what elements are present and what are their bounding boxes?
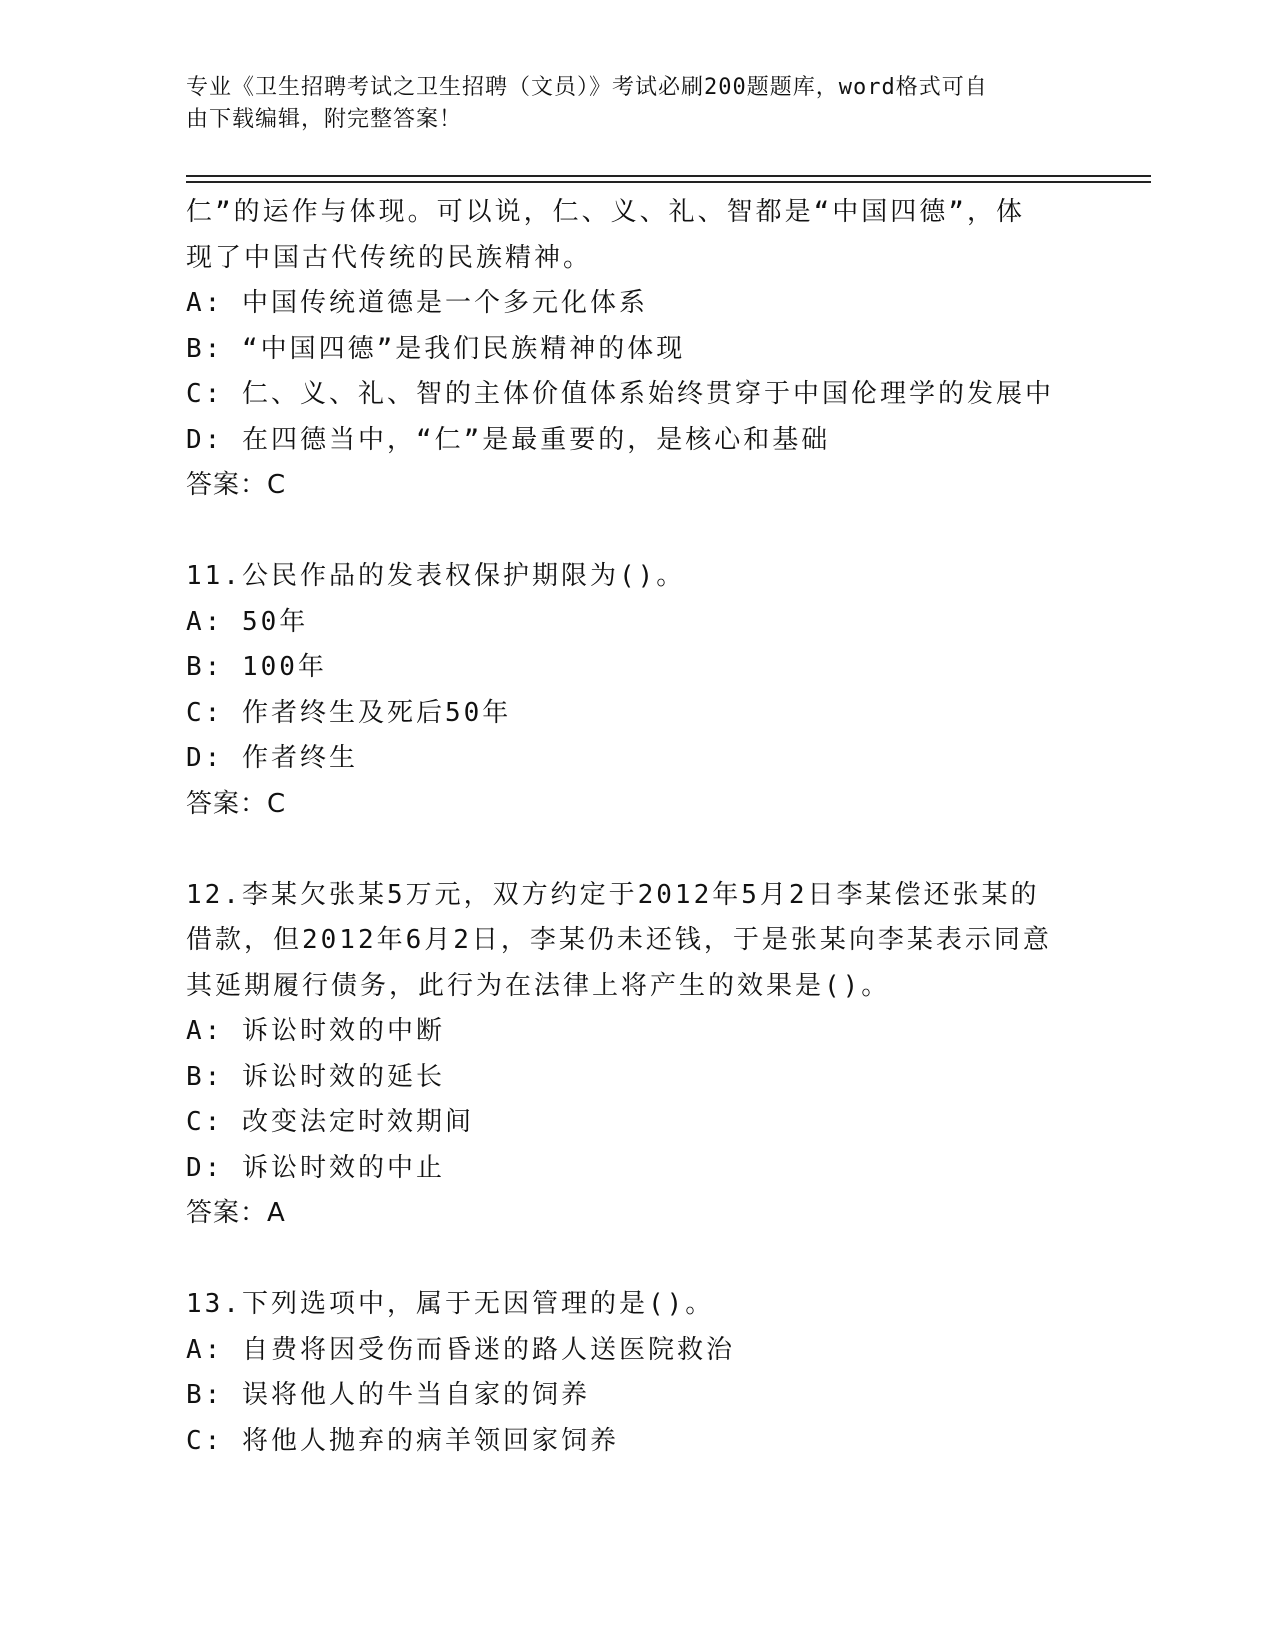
question-text: 13.下列选项中，属于无因管理的是()。 — [186, 1289, 715, 1319]
option-d: D: 作者终生 — [186, 743, 358, 773]
header-line-1: 专业《卫生招聘考试之卫生招聘（文员）》考试必刷200题题库，word格式可自 — [186, 75, 988, 100]
spacer — [186, 509, 1086, 555]
question-list — [186, 190, 1086, 1464]
question-12 — [186, 873, 1086, 1237]
document-header — [186, 72, 1066, 136]
option-d: D: 在四德当中，“仁”是最重要的，是核心和基础 — [186, 424, 831, 455]
option-c: C: 作者终生及死后50年 — [186, 697, 512, 728]
option-c: C: 改变法定时效期间 — [186, 1107, 474, 1137]
answer: 答案：A — [186, 1198, 286, 1228]
option-b: B: 100年 — [186, 652, 327, 682]
question-text-line: 12.李某欠张某5万元，双方约定于2012年5月2日李某偿还张某的 — [186, 879, 1040, 910]
option-d: D: 诉讼时效的中止 — [186, 1152, 445, 1183]
option-b: B: “中国四德”是我们民族精神的体现 — [186, 333, 686, 364]
question-text: 11.公民作品的发表权保护期限为()。 — [186, 561, 686, 591]
option-b: B: 误将他人的牛当自家的饲养 — [186, 1380, 590, 1410]
option-a: A: 50年 — [186, 606, 309, 637]
spacer — [186, 1237, 1086, 1283]
option-b: B: 诉讼时效的延长 — [186, 1061, 445, 1092]
question-text-line: 仁”的运作与体现。可以说，仁、义、礼、智都是“中国四德”，体 — [186, 197, 1025, 227]
question-text-line: 借款，但2012年6月2日，李某仍未还钱，于是张某向李某表示同意 — [186, 925, 1052, 955]
header-line-2: 由下载编辑，附完整答案！ — [186, 107, 463, 132]
option-c: C: 将他人抛弃的病羊领回家饲养 — [186, 1425, 619, 1456]
question-text-line: 现了中国古代传统的民族精神。 — [186, 242, 593, 273]
option-a: A: 诉讼时效的中断 — [186, 1016, 445, 1046]
spacer — [186, 827, 1086, 873]
header-divider-top — [186, 175, 1151, 177]
question-11 — [186, 554, 1086, 827]
answer: 答案：C — [186, 788, 287, 819]
question-10-continuation — [186, 190, 1086, 509]
answer: 答案：C — [186, 470, 287, 500]
option-a: A: 中国传统道德是一个多元化体系 — [186, 288, 648, 318]
option-a: A: 自费将因受伤而昏迷的路人送医院救治 — [186, 1334, 735, 1365]
question-13 — [186, 1282, 1086, 1464]
question-text-line: 其延期履行债务，此行为在法律上将产生的效果是()。 — [186, 970, 891, 1001]
option-c: C: 仁、义、礼、智的主体价值体系始终贯穿于中国伦理学的发展中 — [186, 379, 1054, 409]
header-divider-bottom — [186, 181, 1151, 183]
